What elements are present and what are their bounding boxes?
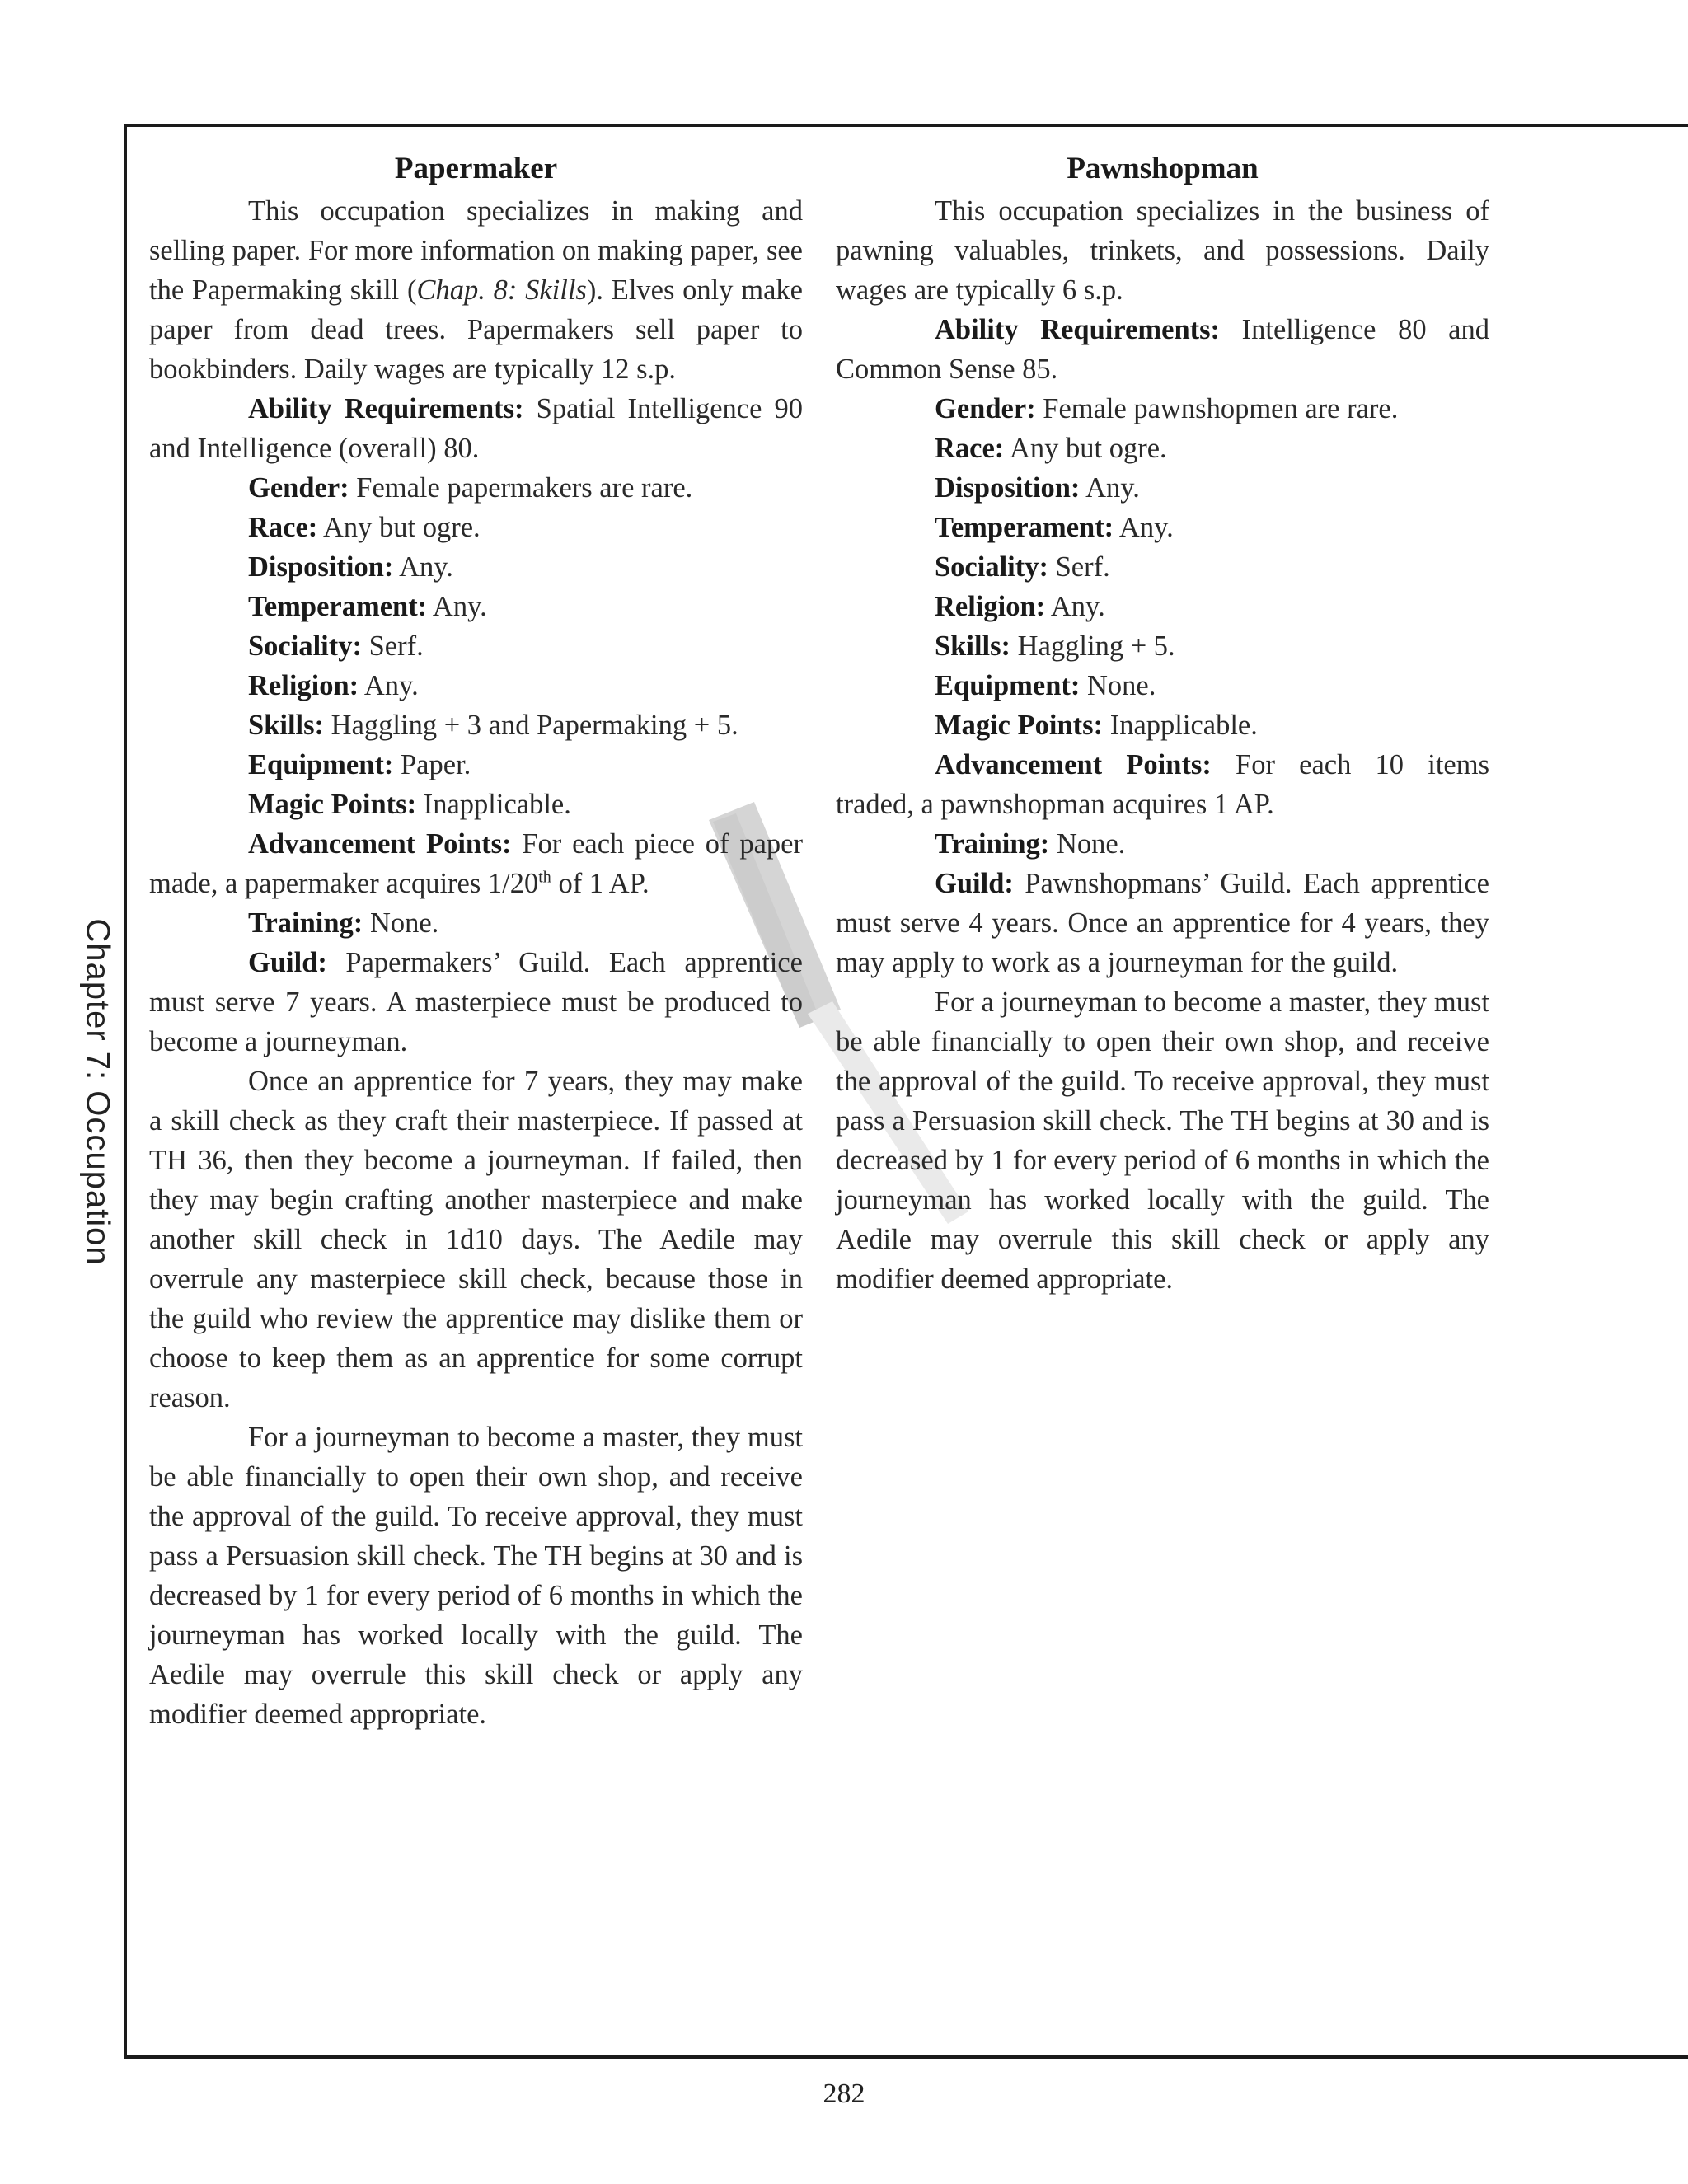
religion-line: Religion: Any. (248, 670, 419, 701)
pawnshopman-section (836, 147, 1489, 1299)
intro-paragraph: This occupation specializes in making and selling paper. For more information on making paper, see the Papermaking skill (Chap. 8: Skills). Elves only make paper from dead trees. Papermakers sell paper to bookbinders. Daily wages are typically 12 s.p. (149, 195, 803, 385)
disposition-line: Disposition: Any. (248, 551, 453, 583)
sociality-line: Sociality: Serf. (248, 630, 424, 662)
race-line: Race: Any but ogre. (935, 433, 1167, 464)
religion-line: Religion: Any. (935, 591, 1105, 622)
guild-paragraph: Guild: Pawnshopmans’ Guild. Each apprentice must serve 4 years. Once an apprentice for 4 years, they may apply to work as a journeyman for the guild. (836, 868, 1489, 978)
temperament-line: Temperament: Any. (248, 591, 487, 622)
equipment-line: Equipment: Paper. (248, 749, 471, 780)
ability-requirements: Ability Requirements: Intelligence 80 and Common Sense 85. (836, 314, 1489, 385)
masterpiece-paragraph: Once an apprentice for 7 years, they may make a skill check as they craft their masterpiece. If passed at TH 36, then they become a journeyman. If failed, then they may begin crafting another masterpiece and make another skill check in 1d10 days. The Aedile may overrule any masterpiece skill check, because those in the guild who review the apprentice may dislike them or choose to keep them as an apprentice for some corrupt reason. (149, 1066, 803, 1413)
section-title: Papermaker (394, 152, 558, 185)
disposition-line: Disposition: Any. (935, 472, 1140, 504)
magic-points-line: Magic Points: Inapplicable. (935, 710, 1258, 741)
page-number: 282 (823, 2079, 865, 2109)
race-line: Race: Any but ogre. (248, 512, 481, 543)
guild-paragraph: Guild: Papermakers’ Guild. Each apprentice must serve 7 years. A masterpiece must be produced to become a journeyman. (149, 947, 803, 1057)
skills-line: Skills: Haggling + 3 and Papermaking + 5. (248, 710, 738, 741)
training-line: Training: None. (935, 828, 1126, 860)
training-line: Training: None. (248, 907, 439, 939)
cross-reference: Chap. 8: Skills (416, 274, 587, 306)
master-paragraph: For a journeyman to become a master, they must be able financially to open their own shop, and receive the approval of the guild. To receive approval, they must pass a Persuasion skill check. The TH begins at 30 and is decreased by 1 for every period of 6 months in which the journeyman has worked locally with the guild. The Aedile may overrule this skill check or apply any modifier deemed appropriate. (836, 987, 1489, 1295)
chapter-side-label: Chapter 7: Occupation (79, 918, 116, 1266)
gender-line: Gender: Female pawnshopmen are rare. (935, 393, 1399, 424)
sociality-line: Sociality: Serf. (935, 551, 1110, 583)
skills-line: Skills: Haggling + 5. (935, 630, 1175, 662)
ability-requirements: Ability Requirements: Spatial Intelligence 90 and Intelligence (overall) 80. (149, 393, 803, 464)
master-paragraph: For a journeyman to become a master, they must be able financially to open their own shop, and receive the approval of the guild. To receive approval, they must pass a Persuasion skill check. The TH begins at 30 and is decreased by 1 for every period of 6 months in which the journeyman has worked locally with the guild. The Aedile may overrule this skill check or apply any modifier deemed appropriate. (149, 1422, 803, 1730)
equipment-line: Equipment: None. (935, 670, 1156, 701)
gender-line: Gender: Female papermakers are rare. (248, 472, 693, 504)
advancement-points: Advancement Points: For each 10 items traded, a pawnshopman acquires 1 AP. (836, 749, 1489, 820)
papermaker-section (149, 147, 803, 1734)
advancement-points: Advancement Points: For each piece of paper made, a papermaker acquires 1/20th of 1 AP. (149, 828, 803, 899)
temperament-line: Temperament: Any. (935, 512, 1174, 543)
magic-points-line: Magic Points: Inapplicable. (248, 789, 571, 820)
section-title: Pawnshopman (1067, 152, 1259, 185)
intro-paragraph: This occupation specializes in the business of pawning valuables, trinkets, and possessions. Daily wages are typically 6 s.p. (836, 195, 1489, 306)
